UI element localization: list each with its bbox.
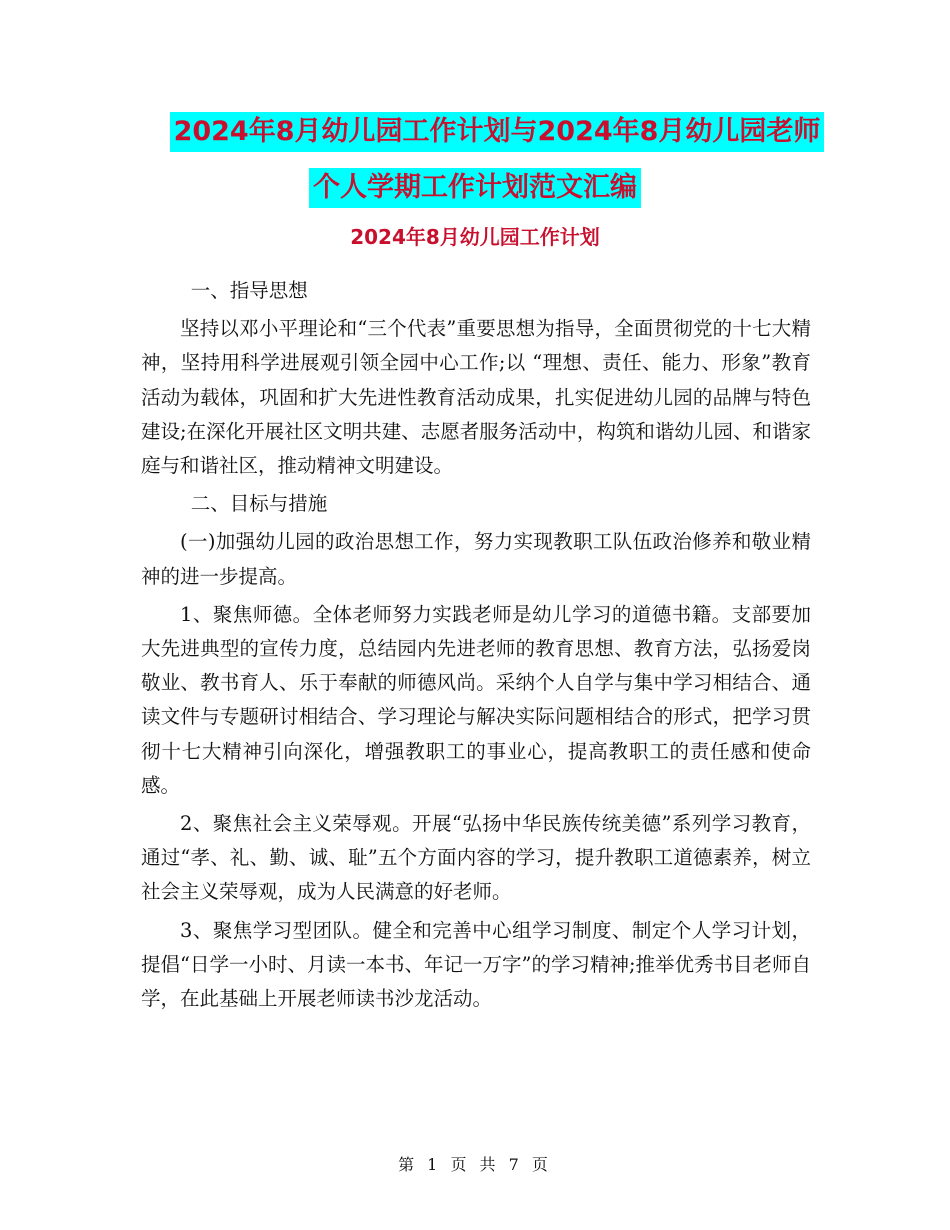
paragraph: 3、聚焦学习型团队。健全和完善中心组学习制度、制定个人学习计划，提倡“日学一小时、月读一本书、年记一万字”的学习精神;推举优秀书目老师自学，在此基础上开展老师读书沙龙活动。	[141, 918, 812, 1011]
paragraph: (一)加强幼儿园的政治思想工作，努力实现教职工队伍政治修养和敬业精神的进一步提高。	[141, 530, 811, 588]
section-title: 2024年8月幼儿园工作计划	[350, 225, 600, 249]
document-body	[141, 274, 811, 1020]
paragraph: 坚持以邓小平理论和“三个代表”重要思想为指导，全面贯彻党的十七大精神，坚持用科学进展观引领全园中心工作;以 “理想、责任、能力、形象”教育活动为载体，巩固和扩大先进性教育活动成果，扎实促进幼儿园的品牌与特色建设;在深化开展社区文明共建、志愿者服务活动中，构筑和谐幼儿园、和谐家庭与和谐社区，推动精神文明建设。	[141, 317, 811, 478]
paragraph-heading-goals: 二、目标与措施	[190, 492, 328, 516]
document-title	[0, 112, 950, 208]
paragraph: 1、聚焦师德。全体老师努力实践老师是幼儿学习的道德书籍。支部要加大先进典型的宣传力度，总结园内先进老师的教育思想、教育方法，弘扬爱岗敬业、教书育人、乐于奉献的师德风尚。采纳个人自学与集中学习相结合、通读文件与专题研讨相结合、学习理论与解决实际问题相结合的形式，把学习贯彻十七大精神引向深化，增强教职工的事业心，提高教职工的责任感和使命感。	[141, 602, 811, 797]
title-row-1	[0, 112, 950, 160]
page-number-footer: 第 1 页 共 7 页	[398, 1155, 552, 1174]
title-row-2	[0, 160, 950, 208]
title-line-2: 个人学期工作计划范文汇编	[309, 168, 641, 208]
paragraph: 2、聚焦社会主义荣辱观。开展“弘扬中华民族传统美德”系列学习教育，通过“孝、礼、勤、诚、耻”五个方面内容的学习，提升教职工道德素养，树立社会主义荣辱观，成为人民满意的好老师。	[141, 812, 811, 904]
title-line-1: 2024年8月幼儿园工作计划与2024年8月幼儿园老师	[170, 112, 825, 152]
paragraph-heading-guiding: 一、指导思想	[190, 279, 308, 302]
